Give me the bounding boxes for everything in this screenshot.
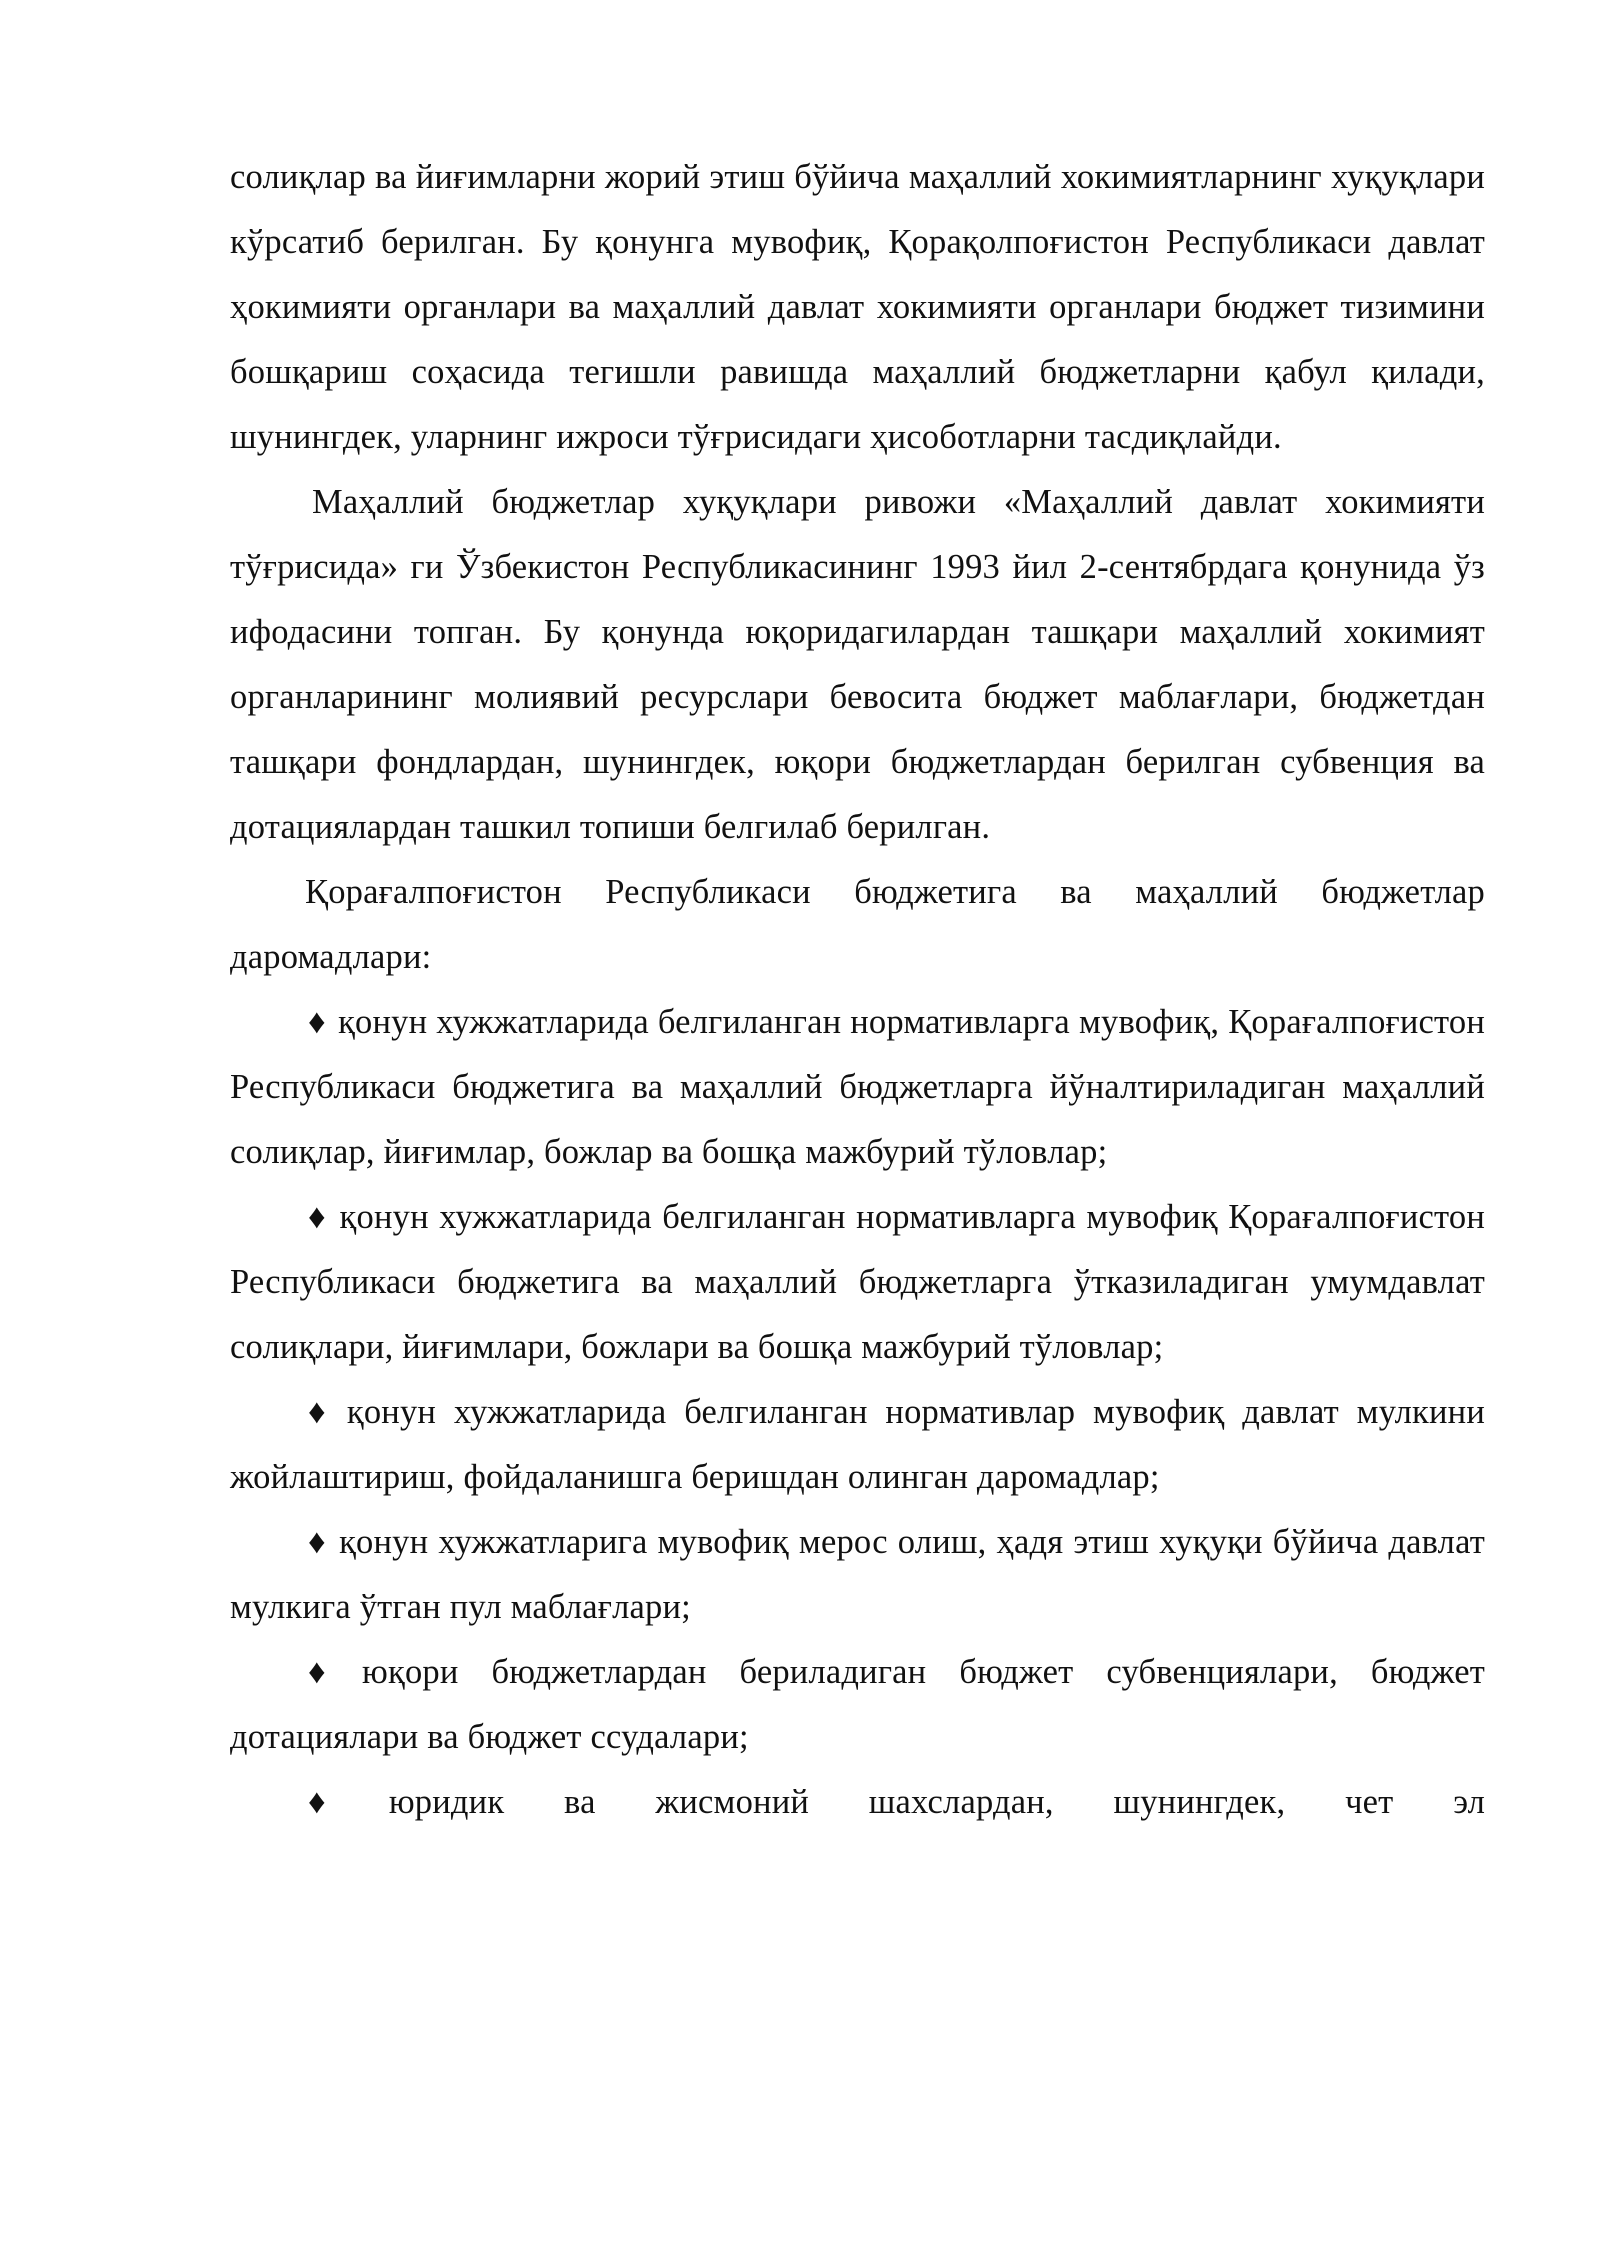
bullet-item: [230, 1770, 1485, 1835]
bullet-item: [230, 1185, 1485, 1380]
document-body: [230, 145, 1485, 1835]
paragraph-continuation: солиқлар ва йиғимларни жорий этиш бўйича маҳаллий хокимиятларнинг хуқуқлари кўрсатиб берилган. Бу қонунга мувофиқ, Қорақолпоғистон Республикаси давлат ҳокимияти органлари ва маҳаллий давлат хокимияти органлари бюджет тизимини бошқариш соҳасида тегишли равишда маҳаллий бюджетларни қабул қилади, шунингдек, уларнинг ижроси тўғрисидаги ҳисоботларни тасдиқлайди.: [230, 158, 1485, 456]
bullet-item: [230, 1510, 1485, 1640]
diamond-bullet-icon: ♦: [308, 1003, 327, 1041]
bullet-item-text: юқори бюджетлардан бериладиган бюджет субвенциялари, бюджет дотациялари ва бюджет ссудалари;: [230, 1653, 1485, 1756]
bullet-item-text: юридик ва жисмоний шахслардан, шунингдек, чет эл: [388, 1783, 1485, 1821]
diamond-bullet-icon: ♦: [308, 1393, 335, 1431]
paragraph-local-budget-rights: Маҳаллий бюджетлар хуқуқлари ривожи «Маҳаллий давлат хокимияти тўғрисида» ги Ўзбекистон Республикасининг 1993 йил 2-сентябрдага қонунида ўз ифодасини топган. Бу қонунда юқоридагилардан ташқари маҳаллий хокимият органларининг молиявий ресурслари бевосита бюджет маблағлари, бюджетдан ташқари фондлардан, шунингдек, юқори бюджетлардан берилган субвенция ва дотациялардан ташкил топиши белгилаб берилган.: [230, 483, 1485, 846]
diamond-bullet-icon: ♦: [308, 1198, 328, 1236]
diamond-bullet-icon: ♦: [308, 1783, 377, 1821]
bullet-item-text: қонун хужжатларида белгиланган нормативлар мувофиқ давлат мулкини жойлаштириш, фойдаланишга беришдан олинган даромадлар;: [230, 1393, 1486, 1496]
diamond-bullet-icon: ♦: [308, 1653, 350, 1691]
bullet-item-text: қонун хужжатларида белгиланган нормативларга мувофиқ, Қорағалпоғистон Республикаси бюджетига ва маҳаллий бюджетларга йўналтириладиган маҳаллий солиқлар, йиғимлар, божлар ва бошқа мажбурий тўловлар;: [230, 1003, 1485, 1171]
diamond-bullet-icon: ♦: [308, 1523, 328, 1561]
bullet-item: [230, 1640, 1485, 1770]
bullet-item-text: қонун хужжатларида белгиланган нормативларга мувофиқ Қорағалпоғистон Республикаси бюджетига ва маҳаллий бюджетларга ўтказиладиган умумдавлат солиқлари, йиғимлари, божлари ва бошқа мажбурий тўловлар;: [230, 1198, 1485, 1366]
bullet-item: [230, 990, 1485, 1185]
bullet-item-text: қонун хужжатларига мувофиқ мерос олиш, ҳадя этиш хуқуқи бўйича давлат мулкига ўтган пул маблағлари;: [230, 1523, 1485, 1626]
bullet-item: [230, 1380, 1485, 1510]
paragraph-revenue-intro: Қорағалпоғистон Республикаси бюджетига ва маҳаллий бюджетлар даромадлари:: [230, 873, 1485, 976]
